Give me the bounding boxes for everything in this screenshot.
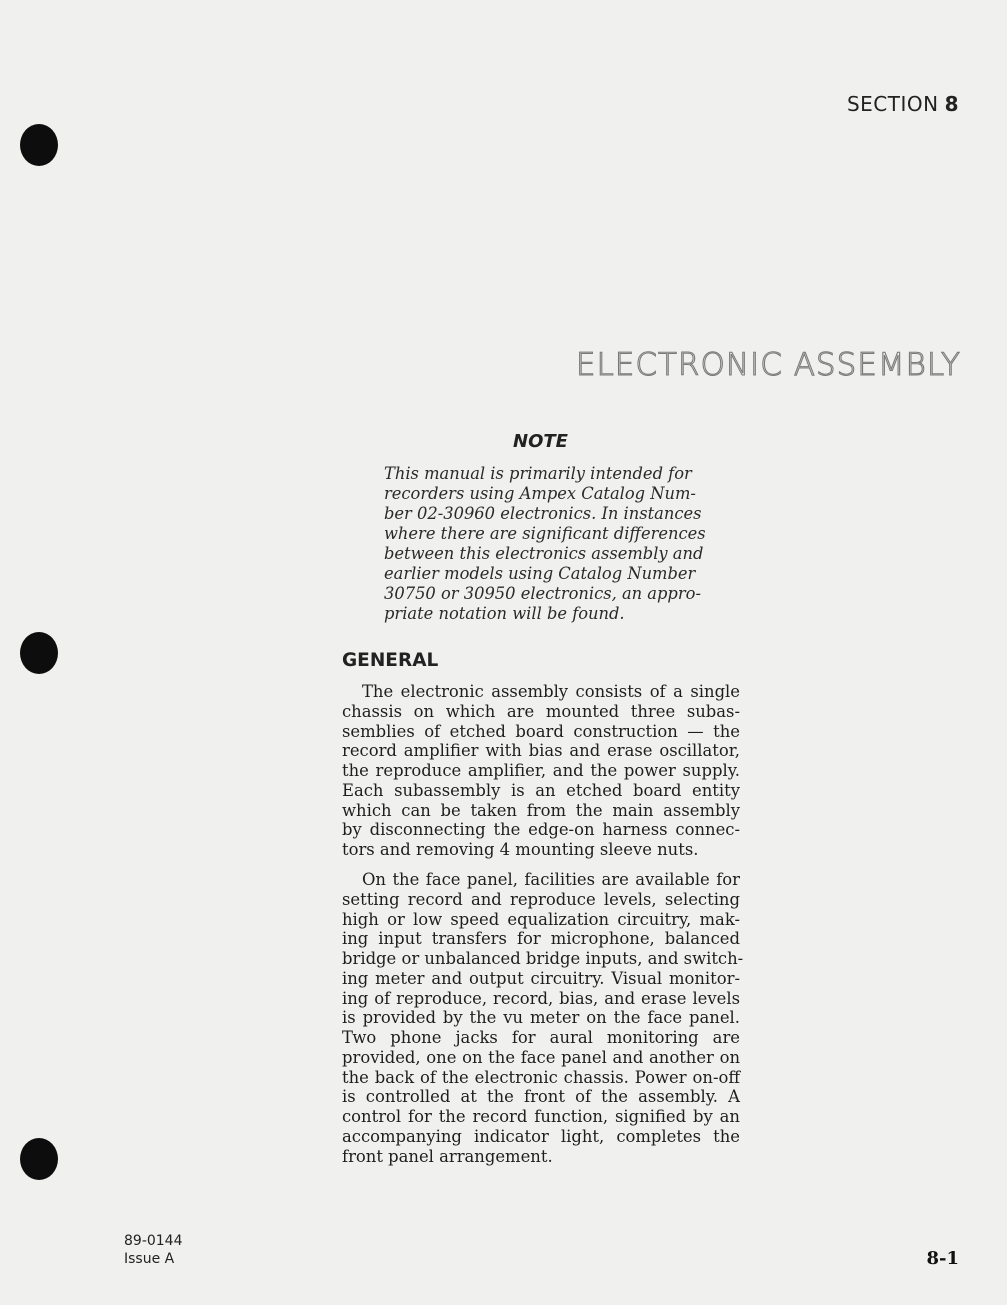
general-paragraph-1 xyxy=(342,682,740,860)
paragraph-line: accompanying indicator light, completes the xyxy=(342,1126,740,1146)
note-line: This manual is primarily intended for xyxy=(384,464,692,483)
paragraph-line: bridge or unbalanced bridge inputs, and switch- xyxy=(342,949,744,968)
binder-hole-middle xyxy=(20,632,58,674)
section-label xyxy=(847,92,959,116)
paragraph-line: by disconnecting the edge-on harness connec- xyxy=(342,820,740,840)
note-line: ber 02-30960 electronics. In instances xyxy=(384,504,702,523)
paragraph-line: On the face panel, facilities are available for xyxy=(362,870,740,889)
general-heading: GENERAL xyxy=(342,650,439,671)
paragraph-line: chassis on which are mounted three subas- xyxy=(342,701,740,721)
note-line: where there are significant differences xyxy=(384,524,706,543)
paragraph-line: provided, one on the face panel and another on xyxy=(342,1047,740,1067)
section-number: 8 xyxy=(944,92,959,116)
doc-number: 89-0144 xyxy=(124,1233,183,1249)
paragraph-line: Each subassembly is an etched board entity xyxy=(342,780,740,800)
paragraph-line: ing of reproduce, record, bias, and erase levels xyxy=(342,988,740,1008)
note-body xyxy=(384,464,714,624)
paragraph-line: ing input transfers for microphone, balanced xyxy=(342,929,740,949)
general-paragraph-2 xyxy=(342,870,744,1166)
note-line: 30750 or 30950 electronics, an appro- xyxy=(384,584,701,603)
paragraph-line: setting record and reproduce levels, selecting xyxy=(342,889,740,909)
paragraph-line: control for the record function, signified by an xyxy=(342,1107,740,1126)
issue-label: Issue A xyxy=(124,1251,175,1267)
paragraph-line: is provided by the vu meter on the face panel. xyxy=(342,1008,740,1028)
binder-hole-bottom xyxy=(20,1138,58,1180)
note-line: earlier models using Catalog Number xyxy=(384,564,696,583)
footer-doc-info xyxy=(124,1232,183,1268)
note-line: between this electronics assembly and xyxy=(384,544,704,563)
paragraph-line: ing meter and output circuitry. Visual monitor- xyxy=(342,968,740,988)
paragraph-line: semblies of etched board construction — the xyxy=(342,721,740,741)
paragraph-line: is controlled at the front of the assembly. A xyxy=(342,1087,740,1107)
paragraph-line: The electronic assembly consists of a single xyxy=(362,682,740,701)
paragraph-line: the back of the electronic chassis. Power on-off xyxy=(342,1067,740,1087)
paragraph-line: record amplifier with bias and erase oscillator, xyxy=(342,741,740,761)
paragraph-line: which can be taken from the main assembly xyxy=(342,800,740,820)
paragraph-line: high or low speed equalization circuitry, mak- xyxy=(342,909,740,929)
binder-hole-top xyxy=(20,124,58,166)
chapter-title: ELECTRONIC ASSEMBLY xyxy=(575,347,961,383)
paragraph-line: the reproduce amplifier, and the power supply. xyxy=(342,761,740,780)
paragraph-line: tors and removing 4 mounting sleeve nuts. xyxy=(342,840,699,859)
note-line: recorders using Ampex Catalog Num- xyxy=(384,484,696,503)
paragraph-line: Two phone jacks for aural monitoring are xyxy=(342,1028,740,1047)
note-heading: NOTE xyxy=(513,431,568,452)
paragraph-line: front panel arrangement. xyxy=(342,1146,553,1166)
note-line: priate notation will be found. xyxy=(384,604,625,623)
page-number: 8-1 xyxy=(926,1248,959,1269)
section-word: SECTION xyxy=(846,92,939,116)
